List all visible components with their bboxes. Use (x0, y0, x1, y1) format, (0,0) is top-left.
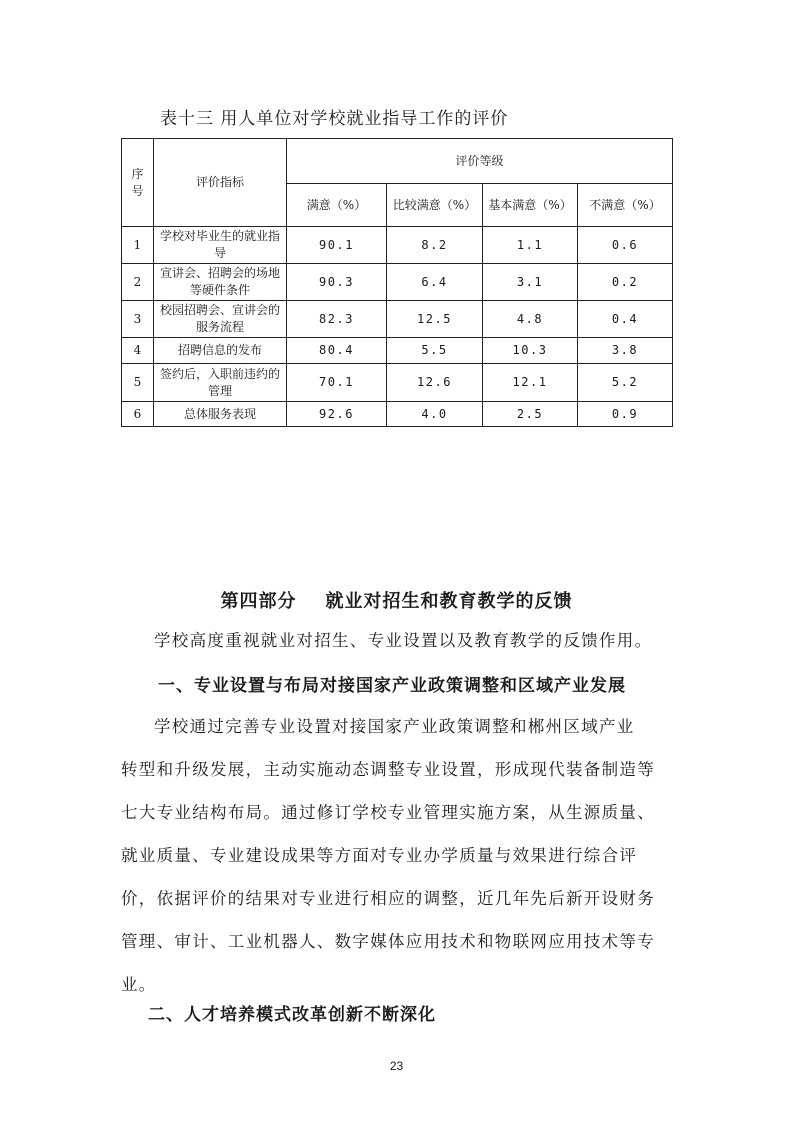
value-fairly-satisfied: 4.0 (387, 402, 483, 427)
section-title: 第四部分 就业对招生和教育教学的反馈 (220, 591, 573, 612)
row-indicator: 校园招聘会、宣讲会的服务流程 (154, 301, 287, 338)
value-basically-satisfied: 4.8 (483, 301, 578, 338)
paragraph-line: 转型和升级发展，主动实施动态调整专业设置，形成现代装备制造等 (121, 760, 655, 779)
evaluation-table (121, 138, 673, 427)
body-paragraph (121, 705, 676, 1006)
header-indicator: 评价指标 (154, 139, 287, 227)
table-caption: 表十三 用人单位对学校就业指导工作的评价 (160, 109, 509, 129)
intro-line: 学校高度重视就业对招生、专业设置以及教育教学的反馈作用。 (154, 631, 653, 650)
paragraph-line: 就业质量、专业建设成果等方面对专业办学质量与效果进行综合评 (121, 846, 638, 865)
table-row (122, 338, 673, 364)
row-indicator: 宣讲会、招聘会的场地等硬件条件 (154, 264, 287, 301)
value-basically-satisfied: 3.1 (483, 264, 578, 301)
value-basically-satisfied: 1.1 (483, 227, 578, 264)
value-basically-satisfied: 12.1 (483, 364, 578, 402)
value-unsatisfied: 5.2 (578, 364, 673, 402)
paragraph-line: 学校通过完善专业设置对接国家产业政策调整和郴州区域产业 (154, 717, 635, 736)
row-indicator: 签约后，入职前违约的管理 (154, 364, 287, 402)
paragraph-line: 管理、审计、工业机器人、数字媒体应用技术和物联网应用技术等专 (121, 932, 655, 951)
heading-two: 二、人才培养模式改革创新不断深化 (148, 1005, 436, 1025)
value-basically-satisfied: 10.3 (483, 338, 578, 364)
table-row (122, 264, 673, 301)
table-row (122, 227, 673, 264)
header-seq (122, 139, 154, 227)
value-satisfied: 80.4 (287, 338, 387, 364)
paragraph-line: 业。 (121, 975, 157, 994)
value-fairly-satisfied: 12.5 (387, 301, 483, 338)
value-unsatisfied: 0.2 (578, 264, 673, 301)
table-row (122, 364, 673, 402)
header-level-satisfied: 满意（%） (287, 184, 387, 227)
paragraph-line: 七大专业结构布局。通过修订学校专业管理实施方案，从生源质量、 (121, 803, 655, 822)
row-seq: 5 (122, 364, 154, 402)
paragraph-line: 价，依据评价的结果对专业进行相应的调整，近几年先后新开设财务 (121, 889, 655, 908)
value-satisfied: 92.6 (287, 402, 387, 427)
value-satisfied: 90.3 (287, 264, 387, 301)
value-satisfied: 82.3 (287, 301, 387, 338)
heading-one: 一、专业设置与布局对接国家产业政策调整和区域产业发展 (158, 676, 626, 696)
value-satisfied: 90.1 (287, 227, 387, 264)
value-unsatisfied: 0.6 (578, 227, 673, 264)
value-fairly-satisfied: 6.4 (387, 264, 483, 301)
value-fairly-satisfied: 8.2 (387, 227, 483, 264)
table-row (122, 402, 673, 427)
header-level-basically-satisfied: 基本满意（%） (483, 184, 578, 227)
page-number: 23 (389, 1059, 404, 1073)
header-level-fairly-satisfied: 比较满意（%） (387, 184, 483, 227)
row-seq: 4 (122, 338, 154, 364)
row-seq: 2 (122, 264, 154, 301)
value-fairly-satisfied: 12.6 (387, 364, 483, 402)
value-basically-satisfied: 2.5 (483, 402, 578, 427)
table-header-row-1 (122, 139, 673, 184)
row-seq: 3 (122, 301, 154, 338)
header-level-group: 评价等级 (287, 139, 673, 184)
row-seq: 6 (122, 402, 154, 427)
value-unsatisfied: 0.9 (578, 402, 673, 427)
header-level-unsatisfied: 不满意（%） (578, 184, 673, 227)
value-unsatisfied: 3.8 (578, 338, 673, 364)
table-row (122, 301, 673, 338)
header-seq-text: 序号 (131, 166, 144, 198)
value-satisfied: 70.1 (287, 364, 387, 402)
row-indicator: 招聘信息的发布 (154, 338, 287, 364)
value-unsatisfied: 0.4 (578, 301, 673, 338)
value-fairly-satisfied: 5.5 (387, 338, 483, 364)
row-indicator: 学校对毕业生的就业指导 (154, 227, 287, 264)
intro-paragraph (121, 619, 676, 662)
row-seq: 1 (122, 227, 154, 264)
row-indicator: 总体服务表现 (154, 402, 287, 427)
